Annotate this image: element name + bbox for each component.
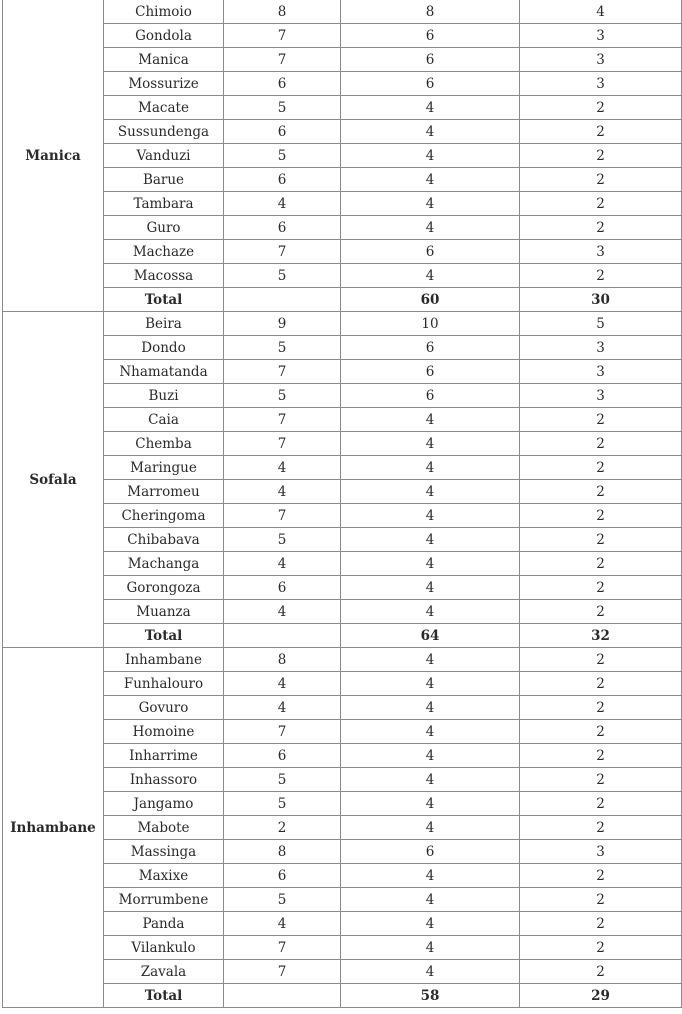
total-cell: 32 <box>520 624 682 648</box>
value-cell: 2 <box>520 552 682 576</box>
district-cell: Vanduzi <box>104 144 224 168</box>
value-cell: 4 <box>224 552 341 576</box>
value-cell: 6 <box>341 48 520 72</box>
value-cell: 4 <box>341 408 520 432</box>
district-cell: Homoine <box>104 720 224 744</box>
district-cell: Panda <box>104 912 224 936</box>
table-row <box>3 408 682 432</box>
district-cell: Guro <box>104 216 224 240</box>
value-cell: 6 <box>341 840 520 864</box>
value-cell: 2 <box>520 120 682 144</box>
table-row <box>3 840 682 864</box>
district-cell: Machaze <box>104 240 224 264</box>
table-row <box>3 528 682 552</box>
table-row <box>3 120 682 144</box>
value-cell: 3 <box>520 240 682 264</box>
value-cell: 3 <box>520 48 682 72</box>
value-cell: 2 <box>224 816 341 840</box>
district-table <box>2 0 682 1008</box>
district-cell: Buzi <box>104 384 224 408</box>
value-cell: 2 <box>520 456 682 480</box>
district-cell: Macate <box>104 96 224 120</box>
value-cell: 6 <box>224 168 341 192</box>
table-row <box>3 24 682 48</box>
value-cell: 7 <box>224 24 341 48</box>
value-cell: 5 <box>520 312 682 336</box>
value-cell: 7 <box>224 48 341 72</box>
value-cell: 7 <box>224 936 341 960</box>
value-cell: 7 <box>224 408 341 432</box>
value-cell: 6 <box>224 120 341 144</box>
district-cell: Muanza <box>104 600 224 624</box>
province-cell: Inhambane <box>3 648 104 1008</box>
table-row <box>3 144 682 168</box>
table-row <box>3 552 682 576</box>
table-row <box>3 672 682 696</box>
district-cell: Macossa <box>104 264 224 288</box>
province-cell: Sofala <box>3 312 104 648</box>
district-cell: Tambara <box>104 192 224 216</box>
value-cell: 3 <box>520 72 682 96</box>
value-cell: 2 <box>520 600 682 624</box>
value-cell: 4 <box>341 168 520 192</box>
value-cell: 4 <box>341 744 520 768</box>
total-cell <box>224 984 341 1008</box>
total-label: Total <box>104 288 224 312</box>
value-cell: 6 <box>341 72 520 96</box>
table-row <box>3 816 682 840</box>
value-cell: 9 <box>224 312 341 336</box>
value-cell: 6 <box>224 72 341 96</box>
value-cell: 6 <box>341 336 520 360</box>
table-row <box>3 744 682 768</box>
value-cell: 2 <box>520 264 682 288</box>
district-cell: Zavala <box>104 960 224 984</box>
district-cell: Dondo <box>104 336 224 360</box>
value-cell: 5 <box>224 264 341 288</box>
district-cell: Mossurize <box>104 72 224 96</box>
table-row <box>3 768 682 792</box>
value-cell: 2 <box>520 648 682 672</box>
value-cell: 4 <box>341 792 520 816</box>
value-cell: 7 <box>224 960 341 984</box>
table-row <box>3 312 682 336</box>
table-row <box>3 216 682 240</box>
district-cell: Caia <box>104 408 224 432</box>
value-cell: 6 <box>224 864 341 888</box>
value-cell: 4 <box>341 864 520 888</box>
value-cell: 2 <box>520 744 682 768</box>
value-cell: 2 <box>520 696 682 720</box>
value-cell: 2 <box>520 192 682 216</box>
value-cell: 2 <box>520 96 682 120</box>
value-cell: 8 <box>341 0 520 24</box>
value-cell: 2 <box>520 168 682 192</box>
table-row <box>3 264 682 288</box>
value-cell: 4 <box>341 648 520 672</box>
value-cell: 2 <box>520 528 682 552</box>
total-cell <box>224 288 341 312</box>
total-cell: 60 <box>341 288 520 312</box>
district-cell: Funhalouro <box>104 672 224 696</box>
table-row <box>3 792 682 816</box>
value-cell: 4 <box>341 672 520 696</box>
value-cell: 6 <box>341 360 520 384</box>
value-cell: 2 <box>520 888 682 912</box>
value-cell: 5 <box>224 528 341 552</box>
value-cell: 7 <box>224 432 341 456</box>
district-cell: Beira <box>104 312 224 336</box>
district-cell: Morrumbene <box>104 888 224 912</box>
total-label: Total <box>104 624 224 648</box>
value-cell: 4 <box>224 480 341 504</box>
total-cell: 30 <box>520 288 682 312</box>
table-row <box>3 648 682 672</box>
district-cell: Barue <box>104 168 224 192</box>
value-cell: 4 <box>341 528 520 552</box>
district-cell: Marromeu <box>104 480 224 504</box>
value-cell: 4 <box>224 696 341 720</box>
table-row <box>3 0 682 24</box>
value-cell: 4 <box>341 600 520 624</box>
value-cell: 6 <box>224 576 341 600</box>
value-cell: 4 <box>341 768 520 792</box>
district-cell: Maxixe <box>104 864 224 888</box>
value-cell: 4 <box>224 600 341 624</box>
value-cell: 2 <box>520 864 682 888</box>
value-cell: 4 <box>341 696 520 720</box>
value-cell: 2 <box>520 720 682 744</box>
district-cell: Nhamatanda <box>104 360 224 384</box>
value-cell: 4 <box>341 192 520 216</box>
table-row <box>3 936 682 960</box>
value-cell: 4 <box>224 456 341 480</box>
value-cell: 2 <box>520 672 682 696</box>
table-row <box>3 384 682 408</box>
table-row <box>3 336 682 360</box>
district-cell: Cheringoma <box>104 504 224 528</box>
total-row <box>3 288 682 312</box>
table-row <box>3 912 682 936</box>
value-cell: 2 <box>520 144 682 168</box>
value-cell: 4 <box>341 888 520 912</box>
table-row <box>3 864 682 888</box>
district-cell: Massinga <box>104 840 224 864</box>
value-cell: 4 <box>520 0 682 24</box>
value-cell: 4 <box>341 216 520 240</box>
value-cell: 4 <box>341 960 520 984</box>
value-cell: 3 <box>520 360 682 384</box>
district-cell: Inhassoro <box>104 768 224 792</box>
value-cell: 2 <box>520 768 682 792</box>
value-cell: 7 <box>224 360 341 384</box>
table-row <box>3 480 682 504</box>
value-cell: 2 <box>520 432 682 456</box>
total-cell: 64 <box>341 624 520 648</box>
value-cell: 4 <box>341 552 520 576</box>
value-cell: 4 <box>341 456 520 480</box>
value-cell: 7 <box>224 240 341 264</box>
table-row <box>3 576 682 600</box>
district-cell: Chimoio <box>104 0 224 24</box>
table-row <box>3 192 682 216</box>
table-row <box>3 240 682 264</box>
district-cell: Inharrime <box>104 744 224 768</box>
table-row <box>3 696 682 720</box>
value-cell: 4 <box>341 816 520 840</box>
value-cell: 3 <box>520 24 682 48</box>
district-cell: Maringue <box>104 456 224 480</box>
value-cell: 4 <box>341 96 520 120</box>
value-cell: 4 <box>341 480 520 504</box>
value-cell: 5 <box>224 144 341 168</box>
value-cell: 2 <box>520 816 682 840</box>
value-cell: 5 <box>224 768 341 792</box>
table-row <box>3 72 682 96</box>
value-cell: 10 <box>341 312 520 336</box>
district-cell: Machanga <box>104 552 224 576</box>
value-cell: 4 <box>341 120 520 144</box>
table-row <box>3 432 682 456</box>
value-cell: 2 <box>520 504 682 528</box>
value-cell: 2 <box>520 576 682 600</box>
value-cell: 2 <box>520 480 682 504</box>
value-cell: 8 <box>224 840 341 864</box>
district-cell: Gondola <box>104 24 224 48</box>
value-cell: 3 <box>520 840 682 864</box>
table-row <box>3 888 682 912</box>
value-cell: 4 <box>341 264 520 288</box>
value-cell: 6 <box>224 744 341 768</box>
value-cell: 8 <box>224 648 341 672</box>
value-cell: 2 <box>520 408 682 432</box>
table-body <box>3 0 682 1008</box>
value-cell: 5 <box>224 384 341 408</box>
value-cell: 4 <box>341 144 520 168</box>
value-cell: 5 <box>224 792 341 816</box>
value-cell: 2 <box>520 216 682 240</box>
total-row <box>3 624 682 648</box>
total-cell <box>224 624 341 648</box>
district-cell: Vilankulo <box>104 936 224 960</box>
value-cell: 2 <box>520 960 682 984</box>
value-cell: 3 <box>520 336 682 360</box>
table-row <box>3 600 682 624</box>
table-row <box>3 456 682 480</box>
district-cell: Chemba <box>104 432 224 456</box>
district-cell: Mabote <box>104 816 224 840</box>
value-cell: 5 <box>224 336 341 360</box>
district-cell: Chibabava <box>104 528 224 552</box>
value-cell: 4 <box>341 504 520 528</box>
value-cell: 6 <box>341 240 520 264</box>
value-cell: 7 <box>224 504 341 528</box>
district-cell: Inhambane <box>104 648 224 672</box>
value-cell: 8 <box>224 0 341 24</box>
total-cell: 29 <box>520 984 682 1008</box>
table-row <box>3 504 682 528</box>
value-cell: 6 <box>224 216 341 240</box>
table-row <box>3 360 682 384</box>
district-cell: Gorongoza <box>104 576 224 600</box>
value-cell: 7 <box>224 720 341 744</box>
value-cell: 6 <box>341 384 520 408</box>
value-cell: 3 <box>520 384 682 408</box>
value-cell: 4 <box>341 720 520 744</box>
total-label: Total <box>104 984 224 1008</box>
district-cell: Govuro <box>104 696 224 720</box>
district-cell: Jangamo <box>104 792 224 816</box>
value-cell: 4 <box>341 936 520 960</box>
value-cell: 5 <box>224 888 341 912</box>
total-row <box>3 984 682 1008</box>
table-row <box>3 48 682 72</box>
value-cell: 2 <box>520 912 682 936</box>
value-cell: 4 <box>224 192 341 216</box>
value-cell: 2 <box>520 936 682 960</box>
value-cell: 5 <box>224 96 341 120</box>
total-cell: 58 <box>341 984 520 1008</box>
value-cell: 4 <box>224 912 341 936</box>
table-row <box>3 720 682 744</box>
table-row <box>3 96 682 120</box>
district-cell: Manica <box>104 48 224 72</box>
value-cell: 4 <box>341 576 520 600</box>
value-cell: 4 <box>341 432 520 456</box>
value-cell: 6 <box>341 24 520 48</box>
province-cell: Manica <box>3 0 104 312</box>
value-cell: 2 <box>520 792 682 816</box>
value-cell: 4 <box>224 672 341 696</box>
table-row <box>3 960 682 984</box>
value-cell: 4 <box>341 912 520 936</box>
district-cell: Sussundenga <box>104 120 224 144</box>
table-row <box>3 168 682 192</box>
